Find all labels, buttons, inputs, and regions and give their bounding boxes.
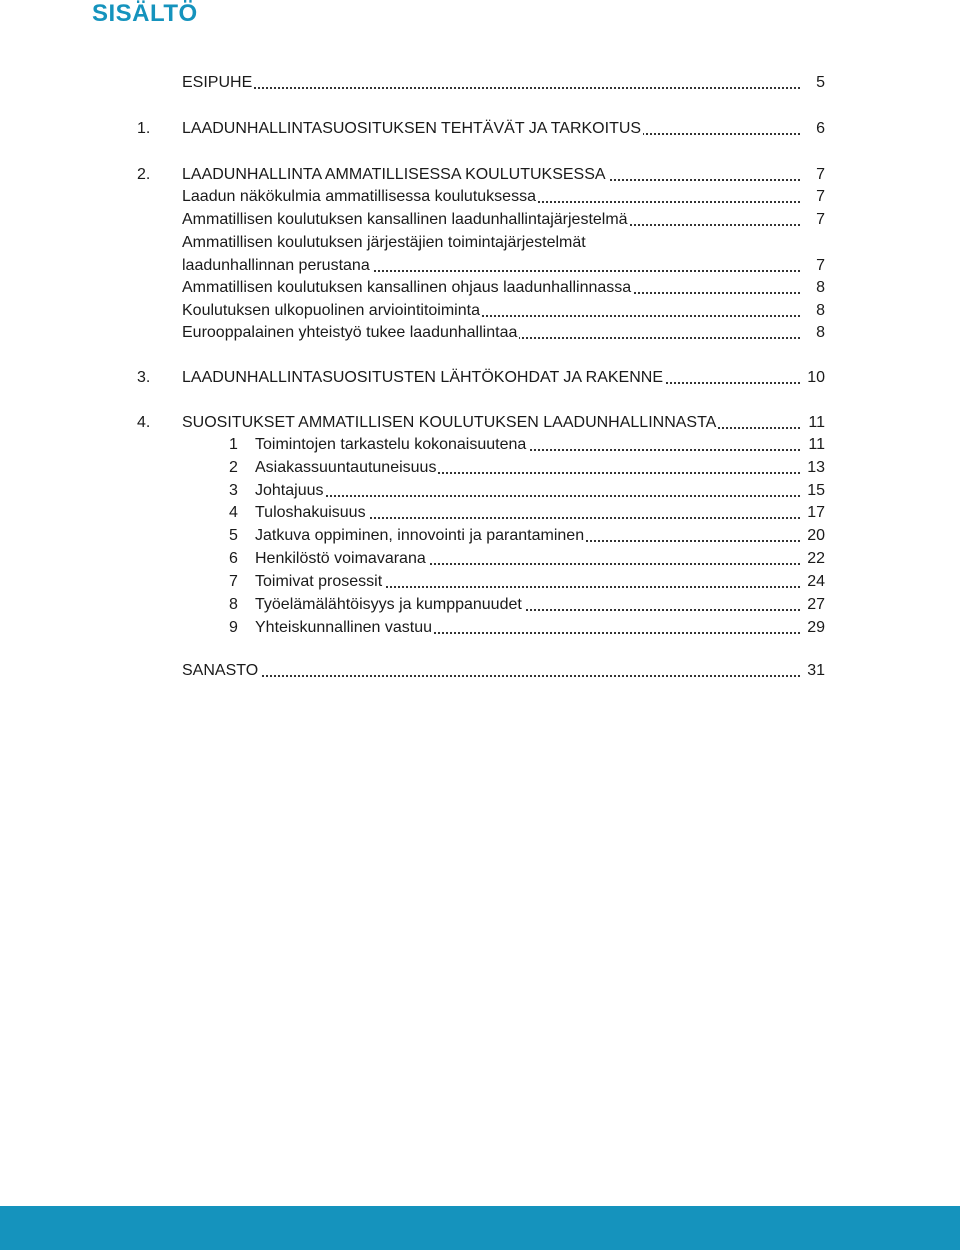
toc-page-number: 7 <box>816 166 825 183</box>
toc-entry-label: Eurooppalainen yhteistyö tukee laadunhallintaa <box>182 322 519 344</box>
toc-entry[interactable] <box>0 502 960 524</box>
toc-page-number: 13 <box>807 459 825 476</box>
toc-entry-label: Työelämälähtöisyys ja kumppanuudet <box>255 594 524 616</box>
toc-page-number: 11 <box>808 436 825 453</box>
toc-entry[interactable] <box>0 434 960 456</box>
toc-entry-label: LAADUNHALLINTA AMMATILLISESSA KOULUTUKSESSA <box>182 164 608 186</box>
toc-entry-label: Laadun näkökulmia ammatillisessa koulutuksessa <box>182 186 538 208</box>
toc-entry-label: Asiakassuuntautuneisuus <box>255 457 438 479</box>
toc-page-number: 27 <box>807 596 825 613</box>
toc-entry[interactable] <box>0 255 960 277</box>
toc-page-number: 22 <box>807 550 825 567</box>
toc-page-number: 6 <box>816 120 825 137</box>
toc-page-number: 24 <box>807 573 825 590</box>
toc-entry[interactable] <box>0 525 960 547</box>
toc-page-number: 7 <box>816 188 825 205</box>
toc-entry[interactable] <box>0 594 960 616</box>
toc-dot-leader <box>255 495 800 497</box>
toc-page-number: 8 <box>816 302 825 319</box>
toc-page-number: 10 <box>807 369 825 386</box>
toc-entry-label: Toimivat prosessit <box>255 571 384 593</box>
toc-entry[interactable] <box>0 660 960 682</box>
toc-page-number: 17 <box>807 504 825 521</box>
toc-entry[interactable] <box>0 72 960 94</box>
toc-entry-number: 1. <box>137 120 151 137</box>
toc-entry-label: Koulutuksen ulkopuolinen arviointitoiminta <box>182 300 482 322</box>
toc-page-number: 15 <box>807 482 825 499</box>
toc-entry-number: 6 <box>229 550 238 567</box>
toc-entry-number: 9 <box>229 619 238 636</box>
toc-entry-number: 4. <box>137 414 151 431</box>
toc-page-number: 8 <box>816 324 825 341</box>
toc-entry[interactable] <box>0 480 960 502</box>
toc-entry-label: Ammatillisen koulutuksen kansallinen laadunhallintajärjestelmä <box>182 209 630 231</box>
toc-entry[interactable] <box>0 300 960 322</box>
toc-entry-label: Henkilöstö voimavarana <box>255 548 428 570</box>
toc-entry-number: 1 <box>229 436 238 453</box>
footer-band <box>0 1206 960 1250</box>
toc-entry-number: 8 <box>229 596 238 613</box>
toc-entry[interactable] <box>0 277 960 299</box>
toc-continuation-line: Ammatillisen koulutuksen järjestäjien toimintajärjestelmät <box>182 234 586 251</box>
toc-entry-label: SANASTO <box>182 660 260 682</box>
toc-page-number: 8 <box>816 279 825 296</box>
toc-entry-number: 3 <box>229 482 238 499</box>
toc-entry-label: SUOSITUKSET AMMATILLISEN KOULUTUKSEN LAADUNHALLINNASTA <box>182 412 718 434</box>
toc-page-number: 11 <box>808 414 825 431</box>
toc-dot-leader <box>182 87 800 89</box>
toc-entry[interactable] <box>0 571 960 593</box>
toc-entry[interactable] <box>0 186 960 208</box>
toc-entry-label: ESIPUHE <box>182 72 254 94</box>
toc-entry-label: Jatkuva oppiminen, innovointi ja parantaminen <box>255 525 586 547</box>
toc-entry-label: Johtajuus <box>255 480 326 502</box>
toc-entry-label: Tuloshakuisuus <box>255 502 368 524</box>
toc-page-number: 29 <box>807 619 825 636</box>
toc-page-number: 7 <box>816 211 825 228</box>
toc-entry[interactable] <box>0 209 960 231</box>
toc-entry[interactable] <box>0 548 960 570</box>
toc-dot-leader <box>182 675 800 677</box>
toc-page-number: 31 <box>807 662 825 679</box>
toc-entry-label: Ammatillisen koulutuksen kansallinen ohjaus laadunhallinnassa <box>182 277 633 299</box>
toc-page-number: 7 <box>816 257 825 274</box>
toc-page-number: 20 <box>807 527 825 544</box>
page-title: SISÄLTÖ <box>92 0 198 27</box>
toc-entry-label: Yhteiskunnallinen vastuu <box>255 617 434 639</box>
toc-entry[interactable] <box>0 412 960 434</box>
toc-entry-number: 4 <box>229 504 238 521</box>
toc-entry-number: 5 <box>229 527 238 544</box>
toc-entry-number: 3. <box>137 369 151 386</box>
toc-page-number: 5 <box>816 74 825 91</box>
toc-entry-label: Toimintojen tarkastelu kokonaisuutena <box>255 434 528 456</box>
toc-entry[interactable] <box>0 118 960 140</box>
toc-entry-number: 2. <box>137 166 151 183</box>
toc-entry[interactable] <box>0 367 960 389</box>
toc-entry-label: LAADUNHALLINTASUOSITUKSEN TEHTÄVÄT JA TARKOITUS <box>182 118 643 140</box>
toc-entry[interactable] <box>0 617 960 639</box>
toc-entry[interactable] <box>0 164 960 186</box>
toc-entry[interactable] <box>0 457 960 479</box>
toc-entry-label: laadunhallinnan perustana <box>182 255 372 277</box>
toc-entry-number: 2 <box>229 459 238 476</box>
toc-entry-number: 7 <box>229 573 238 590</box>
toc-entry[interactable] <box>0 322 960 344</box>
toc-entry-label: LAADUNHALLINTASUOSITUSTEN LÄHTÖKOHDAT JA RAKENNE <box>182 367 665 389</box>
